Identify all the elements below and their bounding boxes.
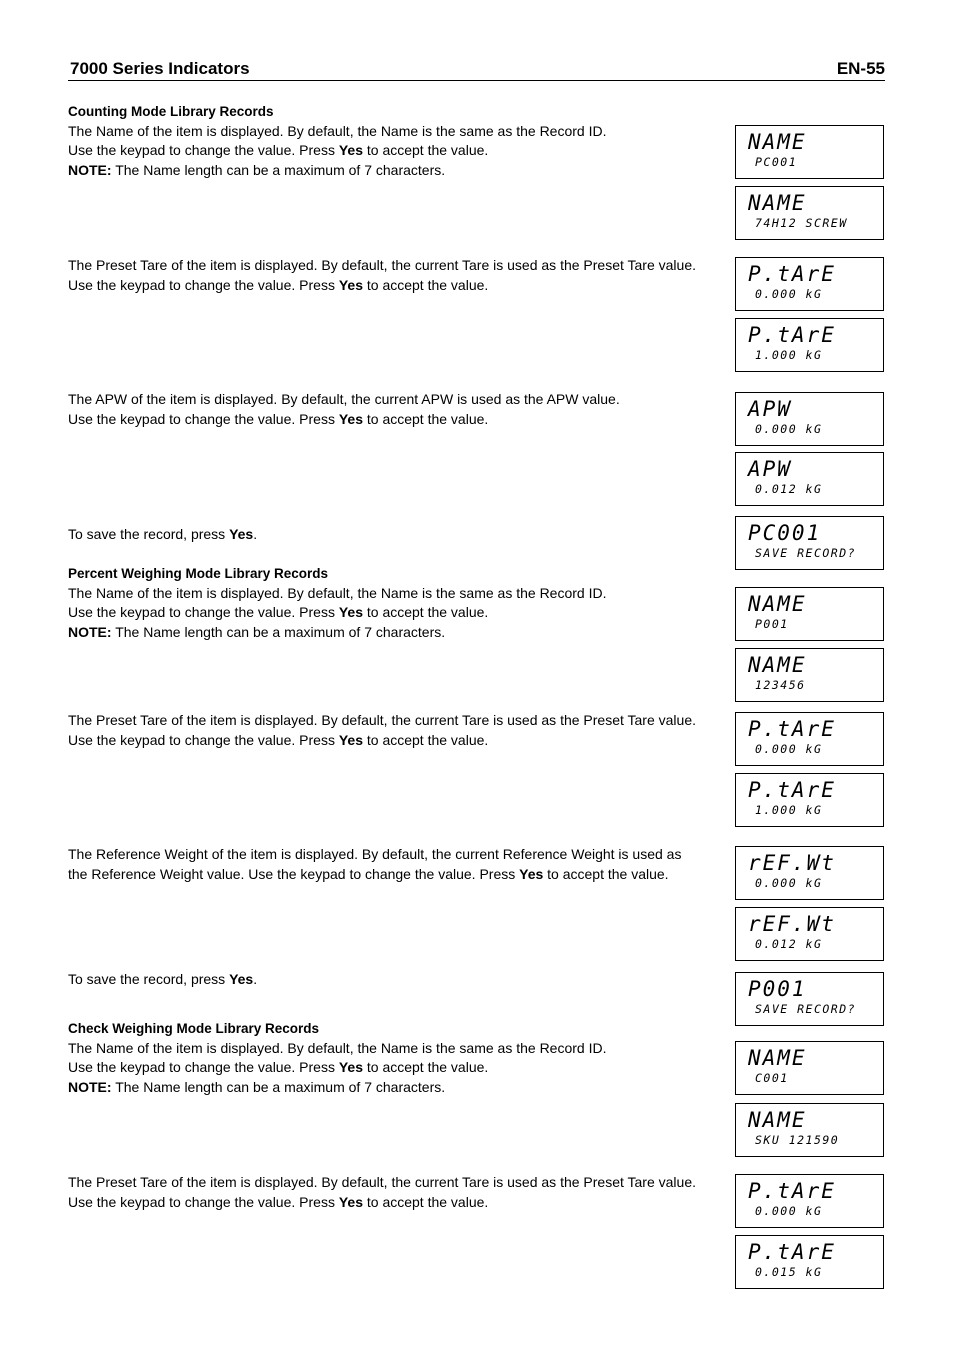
- lcd-top-line: NAME: [748, 130, 807, 154]
- note: NOTE: The Name length can be a maximum of 7 characters.: [68, 161, 446, 178]
- lcd-bottom-line: 0.000 kG: [755, 287, 823, 301]
- paragraph: Use the keypad to change the value. Press Yes to accept the value.: [68, 731, 489, 748]
- lcd-bottom-line: 123456: [755, 678, 806, 692]
- counting-apw-section: [68, 390, 713, 429]
- lcd-bottom-line: 0.000 kG: [755, 1204, 823, 1218]
- paragraph: The Reference Weight of the item is displayed. By default, the current Reference Weight is used as: [68, 846, 682, 862]
- lcd-bottom-line: 0.012 kG: [755, 482, 823, 496]
- lcd-display: [735, 318, 884, 372]
- lcd-top-line: NAME: [748, 592, 807, 616]
- paragraph: Use the keypad to change the value. Press Yes to accept the value.: [68, 604, 489, 620]
- lcd-display: [735, 452, 884, 506]
- lcd-display: [735, 648, 884, 702]
- check-tare-section: [68, 1173, 713, 1212]
- lcd-display: [735, 587, 884, 641]
- lcd-bottom-line: 0.012 kG: [755, 937, 823, 951]
- lcd-top-line: NAME: [748, 1108, 807, 1132]
- section-heading: Counting Mode Library Records: [68, 104, 274, 119]
- lcd-bottom-line: 0.000 kG: [755, 422, 823, 436]
- lcd-display: [735, 1041, 884, 1095]
- lcd-display: [735, 846, 884, 900]
- lcd-bottom-line: 74H12 SCREW: [755, 216, 848, 230]
- lcd-top-line: NAME: [748, 1046, 807, 1070]
- paragraph: The APW of the item is displayed. By default, the current APW is used as the APW value.: [68, 391, 620, 407]
- section-heading: Percent Weighing Mode Library Records: [68, 566, 329, 581]
- counting-save-section: [68, 525, 713, 545]
- lcd-bottom-line: 1.000 kG: [755, 348, 823, 362]
- lcd-top-line: NAME: [748, 653, 807, 677]
- lcd-top-line: NAME: [748, 191, 807, 215]
- lcd-bottom-line: P001: [755, 617, 789, 631]
- page-header: [68, 58, 885, 81]
- note: NOTE: The Name length can be a maximum of 7 characters.: [68, 1078, 446, 1095]
- paragraph: The Preset Tare of the item is displayed. By default, the current Tare is used as the Preset Tare value.: [68, 257, 697, 273]
- document-title: 7000 Series Indicators: [70, 59, 250, 78]
- paragraph: To save the record, press Yes.: [68, 526, 258, 542]
- lcd-display: [735, 1103, 884, 1157]
- lcd-display: [735, 972, 884, 1026]
- percent-refwt-section: [68, 845, 713, 884]
- paragraph: Use the keypad to change the value. Press Yes to accept the value.: [68, 142, 489, 158]
- lcd-top-line: APW: [748, 457, 792, 481]
- page-number: EN-55: [836, 59, 885, 78]
- lcd-display: [735, 907, 884, 961]
- lcd-bottom-line: 0.015 kG: [755, 1265, 823, 1279]
- check-name-section: [68, 1019, 713, 1097]
- lcd-bottom-line: SAVE RECORD?: [755, 546, 857, 560]
- paragraph: The Preset Tare of the item is displayed. By default, the current Tare is used as the Preset Tare value.: [68, 712, 697, 728]
- lcd-bottom-line: PC001: [755, 155, 798, 169]
- paragraph: Use the keypad to change the value. Press Yes to accept the value.: [68, 1193, 489, 1210]
- lcd-bottom-line: 0.000 kG: [755, 876, 823, 890]
- lcd-top-line: P.tArE: [748, 1240, 836, 1264]
- lcd-top-line: rEF.Wt: [748, 912, 836, 936]
- paragraph: The Name of the item is displayed. By default, the Name is the same as the Record ID.: [68, 584, 607, 601]
- note: NOTE: The Name length can be a maximum of 7 characters.: [68, 623, 446, 640]
- percent-save-section: [68, 970, 713, 990]
- paragraph: The Name of the item is displayed. By default, the Name is the same as the Record ID.: [68, 122, 607, 139]
- lcd-display: [735, 257, 884, 311]
- paragraph: The Preset Tare of the item is displayed. By default, the current Tare is used as the Preset Tare value.: [68, 1174, 697, 1190]
- lcd-display: [735, 516, 884, 570]
- paragraph: Use the keypad to change the value. Press Yes to accept the value.: [68, 276, 489, 293]
- counting-tare-section: [68, 256, 713, 295]
- lcd-bottom-line: 0.000 kG: [755, 742, 823, 756]
- lcd-top-line: P.tArE: [748, 1179, 836, 1203]
- lcd-display: [735, 1174, 884, 1228]
- paragraph: Use the keypad to change the value. Press Yes to accept the value.: [68, 410, 489, 427]
- lcd-top-line: rEF.Wt: [748, 851, 836, 875]
- lcd-top-line: P.tArE: [748, 717, 836, 741]
- lcd-display: [735, 186, 884, 240]
- lcd-display: [735, 712, 884, 766]
- lcd-display: [735, 392, 884, 446]
- percent-tare-section: [68, 711, 713, 750]
- lcd-top-line: P001: [748, 977, 807, 1001]
- lcd-display: [735, 1235, 884, 1289]
- lcd-top-line: P.tArE: [748, 778, 836, 802]
- lcd-top-line: P.tArE: [748, 262, 836, 286]
- paragraph: The Name of the item is displayed. By default, the Name is the same as the Record ID.: [68, 1039, 607, 1056]
- lcd-bottom-line: 1.000 kG: [755, 803, 823, 817]
- counting-name-section: [68, 102, 713, 180]
- lcd-top-line: PC001: [748, 521, 822, 545]
- section-heading: Check Weighing Mode Library Records: [68, 1021, 320, 1036]
- lcd-display: [735, 773, 884, 827]
- paragraph: the Reference Weight value. Use the keypad to change the value. Press Yes to accept the value.: [68, 865, 669, 882]
- lcd-bottom-line: C001: [755, 1071, 789, 1085]
- lcd-top-line: APW: [748, 397, 792, 421]
- paragraph: To save the record, press Yes.: [68, 971, 258, 987]
- lcd-bottom-line: SKU 121590: [755, 1133, 840, 1147]
- lcd-top-line: P.tArE: [748, 323, 836, 347]
- paragraph: Use the keypad to change the value. Press Yes to accept the value.: [68, 1059, 489, 1075]
- lcd-bottom-line: SAVE RECORD?: [755, 1002, 857, 1016]
- percent-name-section: [68, 564, 713, 642]
- lcd-display: [735, 125, 884, 179]
